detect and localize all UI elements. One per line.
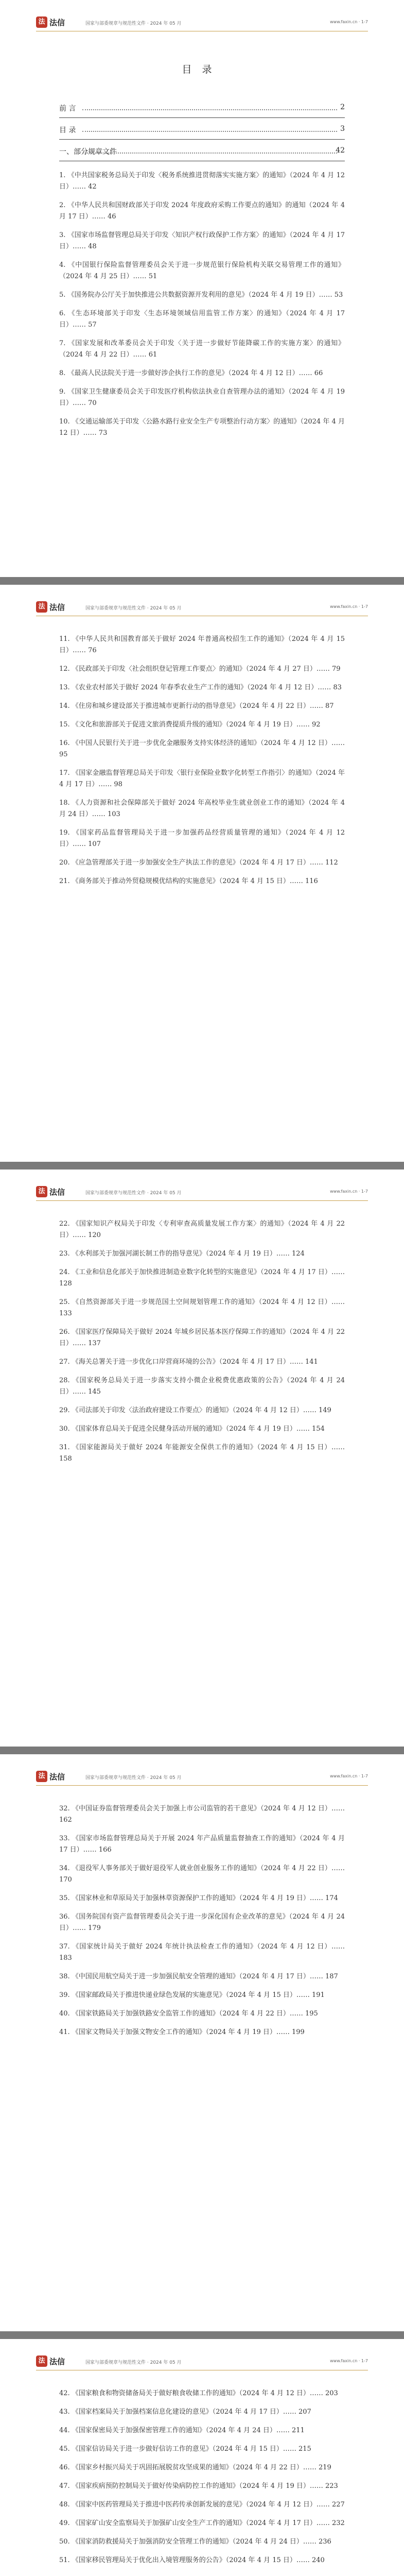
toc-entry[interactable]: 42. 《国家粮食和物资储备局关于做好粮食收储工作的通知》（2024 年 4 月 12 日）…… 203	[59, 2389, 338, 2397]
toc-entry[interactable]: 23. 《水利部关于加强河湖长制工作的指导意见》（2024 年 4 月 19 日）…… 124	[59, 1250, 305, 1258]
toc-entry[interactable]: 12. 《民政部关于印发〈社会组织登记管理工作要点〉的通知》（2024 年 4 月 27 日）…… 79	[59, 665, 341, 673]
toc-entry[interactable]: 7. 《国家发展和改革委员会关于印发〈关于进一步做好节能降碳工作的实施方案〉的通知》（2024 年 4 月 22 日）…… 61	[59, 340, 345, 359]
toc-entry[interactable]: 40. 《国家铁路局关于加强铁路安全监管工作的通知》（2024 年 4 月 22 日）…… 195	[59, 2010, 318, 2018]
toc-entry[interactable]: 48. 《国家中医药管理局关于推进中医药传承创新发展的意见》（2024 年 4 月 12 日）…… 227	[59, 2501, 345, 2509]
header-title: 国家与部委规章与规范性文件 · 2024 年 05 月	[85, 606, 182, 611]
header-url[interactable]: www.faxin.cn · 1-7	[330, 2359, 368, 2363]
toc-entry[interactable]: 38. 《中国民用航空局关于进一步加强民航安全管理的通知》（2024 年 4 月 17 日）…… 187	[59, 1973, 338, 1980]
toc-entry[interactable]: 26. 《国家医疗保障局关于做好 2024 年城乡居民基本医疗保障工作的通知》（2024 年 4 月 22 日）…… 137	[59, 1328, 345, 1347]
toc-entry[interactable]: 13. 《农业农村部关于做好 2024 年春季农业生产工作的通知》（2024 年 4 月 12 日）…… 83	[59, 684, 342, 691]
header-title: 国家与部委规章与规范性文件 · 2024 年 05 月	[85, 21, 182, 26]
toc-entry[interactable]: 39. 《国家邮政局关于推进快递业绿色发展的实施意见》（2024 年 4 月 15 日）…… 191	[59, 1991, 325, 1999]
toc-entry[interactable]: 8. 《最高人民法院关于进一步做好涉企执行工作的意见》（2024 年 4 月 12 日）…… 66	[59, 369, 323, 377]
toc-row-page: 42	[336, 146, 345, 155]
toc-entry[interactable]: 22. 《国家知识产权局关于印发〈专利审查高质量发展工作方案〉的通知》（2024 年 4 月 22 日）…… 120	[59, 1220, 345, 1239]
logo-text: 法信	[49, 1772, 65, 1782]
header-url[interactable]: www.faxin.cn · 1-7	[330, 1774, 368, 1778]
toc-entry[interactable]: 10. 《交通运输部关于印发〈公路水路行业安全生产专项整治行动方案〉的通知》（2024 年 4 月 12 日）…… 73	[59, 418, 345, 437]
toc-row-page: 2	[340, 103, 345, 111]
page-header	[36, 2354, 368, 2370]
toc-entry[interactable]: 37. 《国家统计局关于做好 2024 年统计执法检查工作的通知》（2024 年 4 月 12 日）…… 183	[59, 1943, 345, 1962]
toc-entry[interactable]: 35. 《国家林业和草原局关于加强林草资源保护工作的通知》（2024 年 4 月 19 日）…… 174	[59, 1894, 338, 1902]
logo-text: 法信	[49, 2357, 65, 2366]
toc-entry[interactable]: 6. 《生态环境部关于印发〈生态环境领域信用监管工作方案〉的通知》（2024 年 4 月 17 日）…… 57	[59, 310, 345, 329]
toc-entry[interactable]: 16. 《中国人民银行关于进一步优化金融服务支持实体经济的通知》（2024 年 4 月 12 日）…… 95	[59, 739, 345, 758]
page-header	[36, 1185, 368, 1201]
toc-leader	[82, 152, 337, 154]
toc-entry[interactable]: 20. 《应急管理部关于进一步加强安全生产执法工作的意见》（2024 年 4 月 17 日）…… 112	[59, 859, 338, 867]
faxin-logo-icon: 法	[36, 601, 47, 613]
header-title: 国家与部委规章与规范性文件 · 2024 年 05 月	[85, 2360, 182, 2365]
toc-entry[interactable]: 50. 《国家消防救援局关于加强消防安全管理工作的通知》（2024 年 4 月 24 日）…… 236	[59, 2538, 331, 2546]
toc-entry[interactable]: 18. 《人力资源和社会保障部关于做好 2024 年高校毕业生就业创业工作的通知》（2024 年 4 月 24 日）…… 103	[59, 799, 345, 818]
toc-entries	[59, 2388, 345, 2573]
toc-entry[interactable]: 29. 《司法部关于印发〈法治政府建设工作要点〉的通知》（2024 年 4 月 12 日）…… 149	[59, 1406, 331, 1414]
document-page	[0, 0, 404, 577]
document-page	[0, 2339, 404, 2576]
document-page	[0, 585, 404, 1162]
toc-entry[interactable]: 41. 《国家文物局关于加强文物安全工作的通知》（2024 年 4 月 19 日）…… 199	[59, 2028, 305, 2036]
toc-entry[interactable]: 36. 《国务院国有资产监督管理委员会关于进一步深化国有企业改革的意见》（2024 年 4 月 24 日）…… 179	[59, 1913, 345, 1932]
toc-row[interactable]	[59, 103, 345, 113]
toc-entry[interactable]: 44. 《国家保密局关于加强保密管理工作的通知》（2024 年 4 月 24 日）…… 211	[59, 2427, 305, 2434]
toc-heading: 目录	[182, 64, 222, 75]
faxin-logo-icon: 法	[36, 1186, 47, 1197]
faxin-logo-icon: 法	[36, 16, 47, 28]
toc-leader	[82, 131, 337, 132]
toc-entry[interactable]: 14. 《住房和城乡建设部关于推进城市更新行动的指导意见》（2024 年 4 月 22 日）…… 87	[59, 702, 334, 710]
toc-leader	[82, 109, 337, 110]
header-url[interactable]: www.faxin.cn · 1-7	[330, 604, 368, 609]
toc-entry[interactable]: 4. 《中国银行保险监督管理委员会关于进一步规范银行保险机构关联交易管理工作的通知》（2024 年 4 月 25 日）…… 51	[59, 261, 345, 280]
faxin-logo-icon: 法	[36, 1771, 47, 1782]
toc-entry[interactable]: 47. 《国家疾病预防控制局关于做好传染病防控工作的通知》（2024 年 4 月 19 日）…… 223	[59, 2482, 338, 2490]
toc-row[interactable]	[59, 125, 345, 135]
header-url[interactable]: www.faxin.cn · 1-7	[330, 1189, 368, 1194]
toc-entry[interactable]: 2. 《中华人民共和国财政部关于印发 2024 年度政府采购工作要点的通知》的通知（2024 年 4 月 17 日）…… 46	[59, 201, 345, 221]
toc-entry[interactable]: 30. 《国家体育总局关于促进全民健身活动开展的通知》（2024 年 4 月 19 日）…… 154	[59, 1425, 325, 1433]
toc-entry[interactable]: 31. 《国家能源局关于做好 2024 年能源安全保供工作的通知》（2024 年 4 月 15 日）…… 158	[59, 1444, 345, 1463]
toc-entry[interactable]: 15. 《文化和旅游部关于促进文旅消费提质升级的通知》（2024 年 4 月 19 日）…… 92	[59, 721, 321, 728]
document-page	[0, 1170, 404, 1747]
toc-entry[interactable]: 27. 《海关总署关于进一步优化口岸营商环境的公告》（2024 年 4 月 17 日）…… 141	[59, 1358, 318, 1366]
divider	[59, 117, 345, 118]
document-page	[0, 1754, 404, 2331]
toc-entry[interactable]: 33. 《国家市场监督管理总局关于开展 2024 年产品质量监督抽查工作的通知》（2024 年 4 月 17 日）…… 166	[59, 1835, 345, 1854]
page-header	[36, 600, 368, 616]
toc-entry[interactable]: 19. 《国家药品监督管理局关于进一步加强药品经营质量管理的通知》（2024 年 4 月 12 日）…… 107	[59, 829, 345, 848]
toc-row-label: 一、部分规章文件	[59, 148, 117, 156]
toc-entry[interactable]: 25. 《自然资源部关于进一步规范国土空间规划管理工作的通知》（2024 年 4 月 12 日）…… 133	[59, 1298, 345, 1317]
logo-text: 法信	[49, 18, 65, 27]
toc-row-label: 前 言	[59, 105, 76, 113]
page-header	[36, 15, 368, 31]
toc-entry[interactable]: 11. 《中华人民共和国教育部关于做好 2024 年普通高校招生工作的通知》（2024 年 4 月 15 日）…… 76	[59, 635, 345, 654]
toc-entry[interactable]: 49. 《国家矿山安全监察局关于加强矿山安全生产工作的通知》（2024 年 4 月 17 日）…… 232	[59, 2519, 345, 2527]
toc-entry[interactable]: 1. 《中共国家税务总局关于印发〈税务系统推进贯彻落实实施方案〉的通知》（2024 年 4 月 12 日）…… 42	[59, 172, 345, 191]
toc-entry[interactable]: 21. 《商务部关于推动外贸稳规模优结构的实施意见》（2024 年 4 月 15 日）…… 116	[59, 877, 318, 885]
logo-text: 法信	[49, 603, 65, 612]
toc-row-label: 目 录	[59, 126, 76, 134]
toc-entry[interactable]: 51. 《国家移民管理局关于优化出入境管理服务的公告》（2024 年 4 月 15 日）…… 240	[59, 2556, 325, 2564]
toc-entry[interactable]: 17. 《国家金融监督管理总局关于印发〈银行业保险业数字化转型工作指引〉的通知》（2024 年 4 月 17 日）…… 98	[59, 769, 345, 788]
toc-entry[interactable]: 24. 《工业和信息化部关于加快推进制造业数字化转型的实施意见》（2024 年 4 月 17 日）…… 128	[59, 1268, 345, 1287]
toc-row[interactable]	[59, 146, 345, 157]
toc-entries	[59, 634, 345, 894]
header-title: 国家与部委规章与规范性文件 · 2024 年 05 月	[85, 1775, 182, 1781]
toc-entry[interactable]: 46. 《国家乡村振兴局关于巩固拓展脱贫攻坚成果的通知》（2024 年 4 月 22 日）…… 219	[59, 2464, 331, 2471]
page-header	[36, 1770, 368, 1786]
toc-entry[interactable]: 3. 《国家市场监督管理总局关于印发〈知识产权行政保护工作方案〉的通知》（2024 年 4 月 17 日）…… 48	[59, 231, 345, 250]
faxin-logo-icon: 法	[36, 2355, 47, 2367]
logo-text: 法信	[49, 1188, 65, 1197]
toc-entries	[59, 170, 345, 446]
toc-entry[interactable]: 34. 《退役军人事务部关于做好退役军人就业创业服务工作的通知》（2024 年 4 月 22 日）…… 170	[59, 1865, 345, 1884]
toc-entry[interactable]: 32. 《中国证券监督管理委员会关于加强上市公司监管的若干意见》（2024 年 4 月 12 日）…… 162	[59, 1805, 345, 1824]
header-url[interactable]: www.faxin.cn · 1-7	[330, 20, 368, 24]
toc-entry[interactable]: 28. 《国家税务总局关于进一步落实支持小微企业税费优惠政策的公告》（2024 年 4 月 24 日）…… 145	[59, 1377, 345, 1396]
toc-row-page: 3	[340, 125, 345, 133]
header-title: 国家与部委规章与规范性文件 · 2024 年 05 月	[85, 1191, 182, 1196]
toc-entry[interactable]: 9. 《国家卫生健康委员会关于印发医疗机构依法执业自查管理办法的通知》（2024 年 4 月 19 日）…… 70	[59, 388, 345, 407]
divider	[59, 139, 345, 140]
toc-entries	[59, 1218, 345, 1472]
toc-entry[interactable]: 43. 《国家档案局关于加强档案信息化建设的意见》（2024 年 4 月 17 日）…… 207	[59, 2408, 311, 2416]
toc-entries	[59, 1803, 345, 2045]
toc-entry[interactable]: 45. 《国家信访局关于进一步做好信访工作的意见》（2024 年 4 月 15 日）…… 215	[59, 2445, 311, 2453]
toc-entry[interactable]: 5. 《国务院办公厅关于加快推进公共数据资源开发利用的意见》（2024 年 4 月 19 日）…… 53	[59, 291, 343, 299]
